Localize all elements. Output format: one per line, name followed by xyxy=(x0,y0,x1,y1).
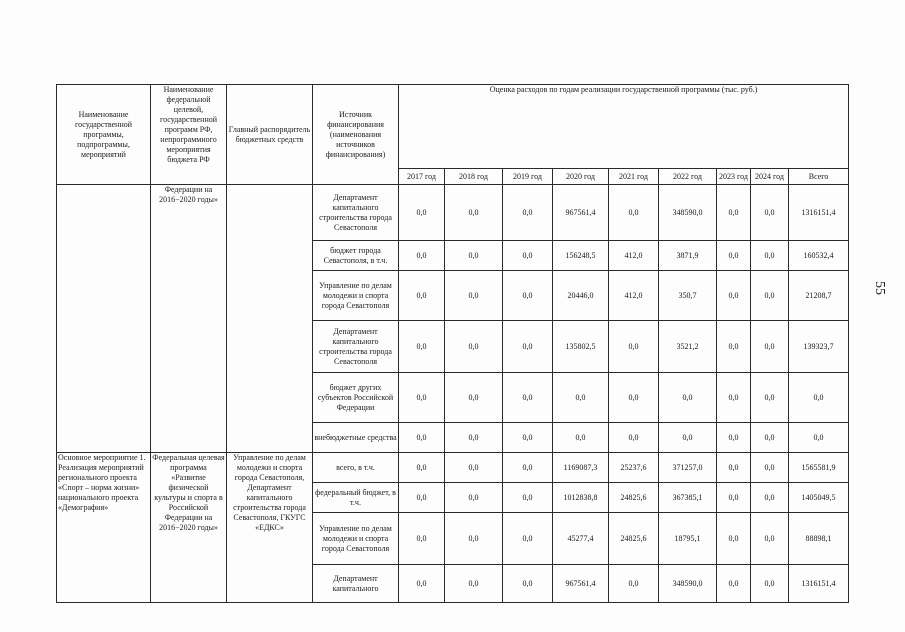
value-cell: 0,0 xyxy=(399,513,445,565)
value-cell: 0,0 xyxy=(503,423,553,453)
value-cell: 367385,1 xyxy=(659,483,717,513)
source-cell: всего, в т.ч. xyxy=(313,453,399,483)
value-cell: 348590,0 xyxy=(659,185,717,241)
value-cell: 0,0 xyxy=(717,453,751,483)
header-row xyxy=(57,85,849,169)
value-cell: 0,0 xyxy=(445,483,503,513)
value-cell: 0,0 xyxy=(399,483,445,513)
value-cell: 18795,1 xyxy=(659,513,717,565)
source-cell: бюджет других субъектов Российской Федерации xyxy=(313,373,399,423)
value-cell: 1316151,4 xyxy=(789,185,849,241)
value-cell: 1405049,5 xyxy=(789,483,849,513)
value-cell: 0,0 xyxy=(399,271,445,321)
value-cell: 0,0 xyxy=(399,241,445,271)
source-cell: Департамент капитального xyxy=(313,565,399,603)
value-cell: 0,0 xyxy=(609,185,659,241)
value-cell: 0,0 xyxy=(399,565,445,603)
value-cell: 3871,9 xyxy=(659,241,717,271)
year-2019: 2019 год xyxy=(503,169,553,185)
table-row xyxy=(57,453,849,483)
value-cell: 371257,0 xyxy=(659,453,717,483)
value-cell: 412,0 xyxy=(609,271,659,321)
year-2021: 2021 год xyxy=(609,169,659,185)
source-cell: Департамент капитального строительства города Севастополя xyxy=(313,321,399,373)
value-cell: 0,0 xyxy=(751,373,789,423)
value-cell: 0,0 xyxy=(751,565,789,603)
value-cell: 156248,5 xyxy=(553,241,609,271)
value-cell: 0,0 xyxy=(717,373,751,423)
table-row xyxy=(57,185,849,241)
value-cell: 0,0 xyxy=(717,271,751,321)
value-cell: 0,0 xyxy=(503,483,553,513)
value-cell: 0,0 xyxy=(503,241,553,271)
source-cell: Департамент капитального строительства города Севастополя xyxy=(313,185,399,241)
value-cell: 20446,0 xyxy=(553,271,609,321)
manager-cell xyxy=(227,185,313,453)
value-cell: 0,0 xyxy=(399,423,445,453)
value-cell: 0,0 xyxy=(751,241,789,271)
year-total: Всего xyxy=(789,169,849,185)
value-cell: 967561,4 xyxy=(553,185,609,241)
value-cell: 25237,6 xyxy=(609,453,659,483)
federal-program-cell: Федерации на 2016−2020 годы» xyxy=(151,185,227,453)
value-cell: 0,0 xyxy=(751,321,789,373)
value-cell: 0,0 xyxy=(751,513,789,565)
value-cell: 0,0 xyxy=(751,271,789,321)
value-cell: 0,0 xyxy=(609,321,659,373)
value-cell: 0,0 xyxy=(445,513,503,565)
value-cell: 1316151,4 xyxy=(789,565,849,603)
value-cell: 0,0 xyxy=(751,423,789,453)
value-cell: 0,0 xyxy=(609,423,659,453)
value-cell: 0,0 xyxy=(609,373,659,423)
value-cell: 967561,4 xyxy=(553,565,609,603)
value-cell: 0,0 xyxy=(659,373,717,423)
value-cell: 0,0 xyxy=(717,241,751,271)
page-number: 55 xyxy=(872,281,887,295)
value-cell: 0,0 xyxy=(503,565,553,603)
source-cell: бюджет города Севастополя, в т.ч. xyxy=(313,241,399,271)
value-cell: 350,7 xyxy=(659,271,717,321)
value-cell: 0,0 xyxy=(503,373,553,423)
value-cell: 88898,1 xyxy=(789,513,849,565)
year-2023: 2023 год xyxy=(717,169,751,185)
header-federal: Наименование федеральной целевой, государственной программ РФ, непрограммного мероприятия бюджета РФ xyxy=(151,85,227,185)
value-cell: 24825,6 xyxy=(609,483,659,513)
value-cell: 348590,0 xyxy=(659,565,717,603)
value-cell: 0,0 xyxy=(503,513,553,565)
source-cell: федеральный бюджет, в т.ч. xyxy=(313,483,399,513)
value-cell: 1012838,8 xyxy=(553,483,609,513)
year-2020: 2020 год xyxy=(553,169,609,185)
value-cell: 0,0 xyxy=(717,565,751,603)
value-cell: 0,0 xyxy=(445,321,503,373)
header-manager: Главный распорядитель бюджетных средств xyxy=(227,85,313,185)
value-cell: 0,0 xyxy=(503,321,553,373)
budget-table xyxy=(56,84,849,603)
value-cell: 0,0 xyxy=(445,373,503,423)
manager-cell: Управление по делам молодежи и спорта города Севастополя, Департамент капитального строительства города Севастополя, ГКУГС «ЕДКС» xyxy=(227,453,313,603)
header-estimate: Оценка расходов по годам реализации государственной программы (тыс. руб.) xyxy=(399,85,849,169)
year-2024: 2024 год xyxy=(751,169,789,185)
value-cell: 1169087,3 xyxy=(553,453,609,483)
source-cell: внебюджетные средства xyxy=(313,423,399,453)
value-cell: 0,0 xyxy=(445,453,503,483)
value-cell: 0,0 xyxy=(399,373,445,423)
value-cell: 3521,2 xyxy=(659,321,717,373)
value-cell: 0,0 xyxy=(503,271,553,321)
value-cell: 0,0 xyxy=(751,453,789,483)
value-cell: 0,0 xyxy=(717,483,751,513)
value-cell: 0,0 xyxy=(553,423,609,453)
source-cell: Управление по делам молодежи и спорта города Севастополя xyxy=(313,271,399,321)
value-cell: 0,0 xyxy=(717,513,751,565)
value-cell: 0,0 xyxy=(503,185,553,241)
value-cell: 135802,5 xyxy=(553,321,609,373)
year-2022: 2022 год xyxy=(659,169,717,185)
value-cell: 0,0 xyxy=(717,321,751,373)
value-cell: 0,0 xyxy=(503,453,553,483)
value-cell: 0,0 xyxy=(553,373,609,423)
value-cell: 24825,6 xyxy=(609,513,659,565)
value-cell: 0,0 xyxy=(717,185,751,241)
federal-program-cell: Федеральная целевая программа «Развитие физической культуры и спорта в Российской Федерации на 2016−2020 годы» xyxy=(151,453,227,603)
value-cell: 0,0 xyxy=(445,185,503,241)
value-cell: 0,0 xyxy=(399,321,445,373)
value-cell: 160532,4 xyxy=(789,241,849,271)
value-cell: 0,0 xyxy=(751,483,789,513)
value-cell: 21208,7 xyxy=(789,271,849,321)
header-source: Источник финансирования (наименования источников финансирования) xyxy=(313,85,399,185)
program-name-cell: Основное мероприятие 1. Реализация мероприятий регионального проекта «Спорт – норма жизни» национального проекта «Демография» xyxy=(57,453,151,603)
value-cell: 0,0 xyxy=(659,423,717,453)
value-cell: 1565581,9 xyxy=(789,453,849,483)
year-2018: 2018 год xyxy=(445,169,503,185)
year-2017: 2017 год xyxy=(399,169,445,185)
value-cell: 0,0 xyxy=(445,423,503,453)
source-cell: Управление по делам молодежи и спорта города Севастополя xyxy=(313,513,399,565)
value-cell: 0,0 xyxy=(751,185,789,241)
value-cell: 0,0 xyxy=(445,565,503,603)
value-cell: 0,0 xyxy=(789,423,849,453)
value-cell: 0,0 xyxy=(717,423,751,453)
value-cell: 139323,7 xyxy=(789,321,849,373)
value-cell: 0,0 xyxy=(399,185,445,241)
value-cell: 0,0 xyxy=(445,271,503,321)
header-name: Наименование государственной программы, подпрограммы, мероприятий xyxy=(57,85,151,185)
value-cell: 0,0 xyxy=(789,373,849,423)
value-cell: 0,0 xyxy=(445,241,503,271)
program-name-cell xyxy=(57,185,151,453)
value-cell: 45277,4 xyxy=(553,513,609,565)
value-cell: 0,0 xyxy=(399,453,445,483)
value-cell: 0,0 xyxy=(609,565,659,603)
value-cell: 412,0 xyxy=(609,241,659,271)
